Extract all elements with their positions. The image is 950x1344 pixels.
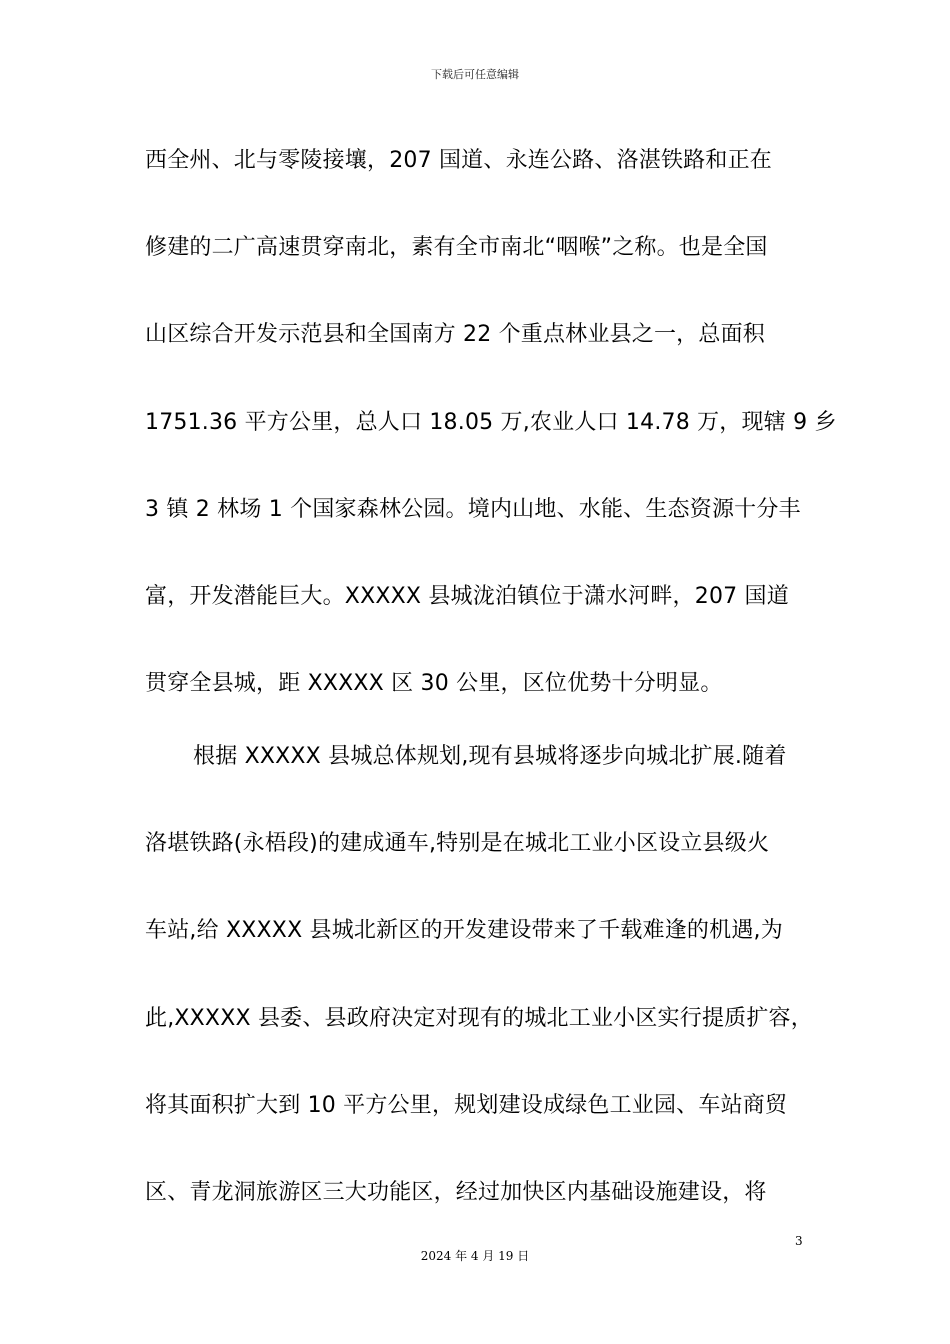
- text-line: 此,XXXXX 县委、县政府决定对现有的城北工业小区实行提质扩容，: [145, 1006, 813, 1031]
- text-line: 贯穿全县城，距 XXXXX 区 30 公里，区位优势十分明显。: [145, 671, 723, 696]
- text-line: 1751.36 平方公里，总人口 18.05 万,农业人口 14.78 万，现辖 9 乡: [145, 410, 837, 435]
- text-line: 洛堪铁路(永梧段)的建成通车,特别是在城北工业小区设立县级火: [145, 831, 770, 856]
- header-note: 下载后可任意编辑: [431, 68, 519, 81]
- text-line: 修建的二广高速贯穿南北，素有全市南北“咽喉”之称。也是全国: [145, 235, 768, 260]
- text-line: 区、青龙洞旅游区三大功能区，经过加快区内基础设施建设，将: [145, 1180, 767, 1205]
- text-line: 车站,给 XXXXX 县城北新区的开发建设带来了千载难逢的机遇,为: [145, 918, 783, 943]
- text-line: 将其面积扩大到 10 平方公里，规划建设成绿色工业园、车站商贸: [145, 1093, 788, 1118]
- paragraph-first-line: 根据 XXXXX 县城总体规划,现有县城将逐步向城北扩展.随着: [193, 744, 787, 769]
- text-line: 3 镇 2 林场 1 个国家森林公园。境内山地、水能、生态资源十分丰: [145, 497, 801, 522]
- page-number: 3: [795, 1234, 803, 1248]
- footer-date: 2024 年 4 月 19 日: [420, 1249, 530, 1263]
- text-line: 山区综合开发示范县和全国南方 22 个重点林业县之一，总面积: [145, 322, 765, 347]
- text-line: 富，开发潜能巨大。XXXXX 县城泷泊镇位于潇水河畔，207 国道: [145, 584, 789, 609]
- text-line: 西全州、北与零陵接壤，207 国道、永连公路、洛湛铁路和正在: [145, 148, 772, 173]
